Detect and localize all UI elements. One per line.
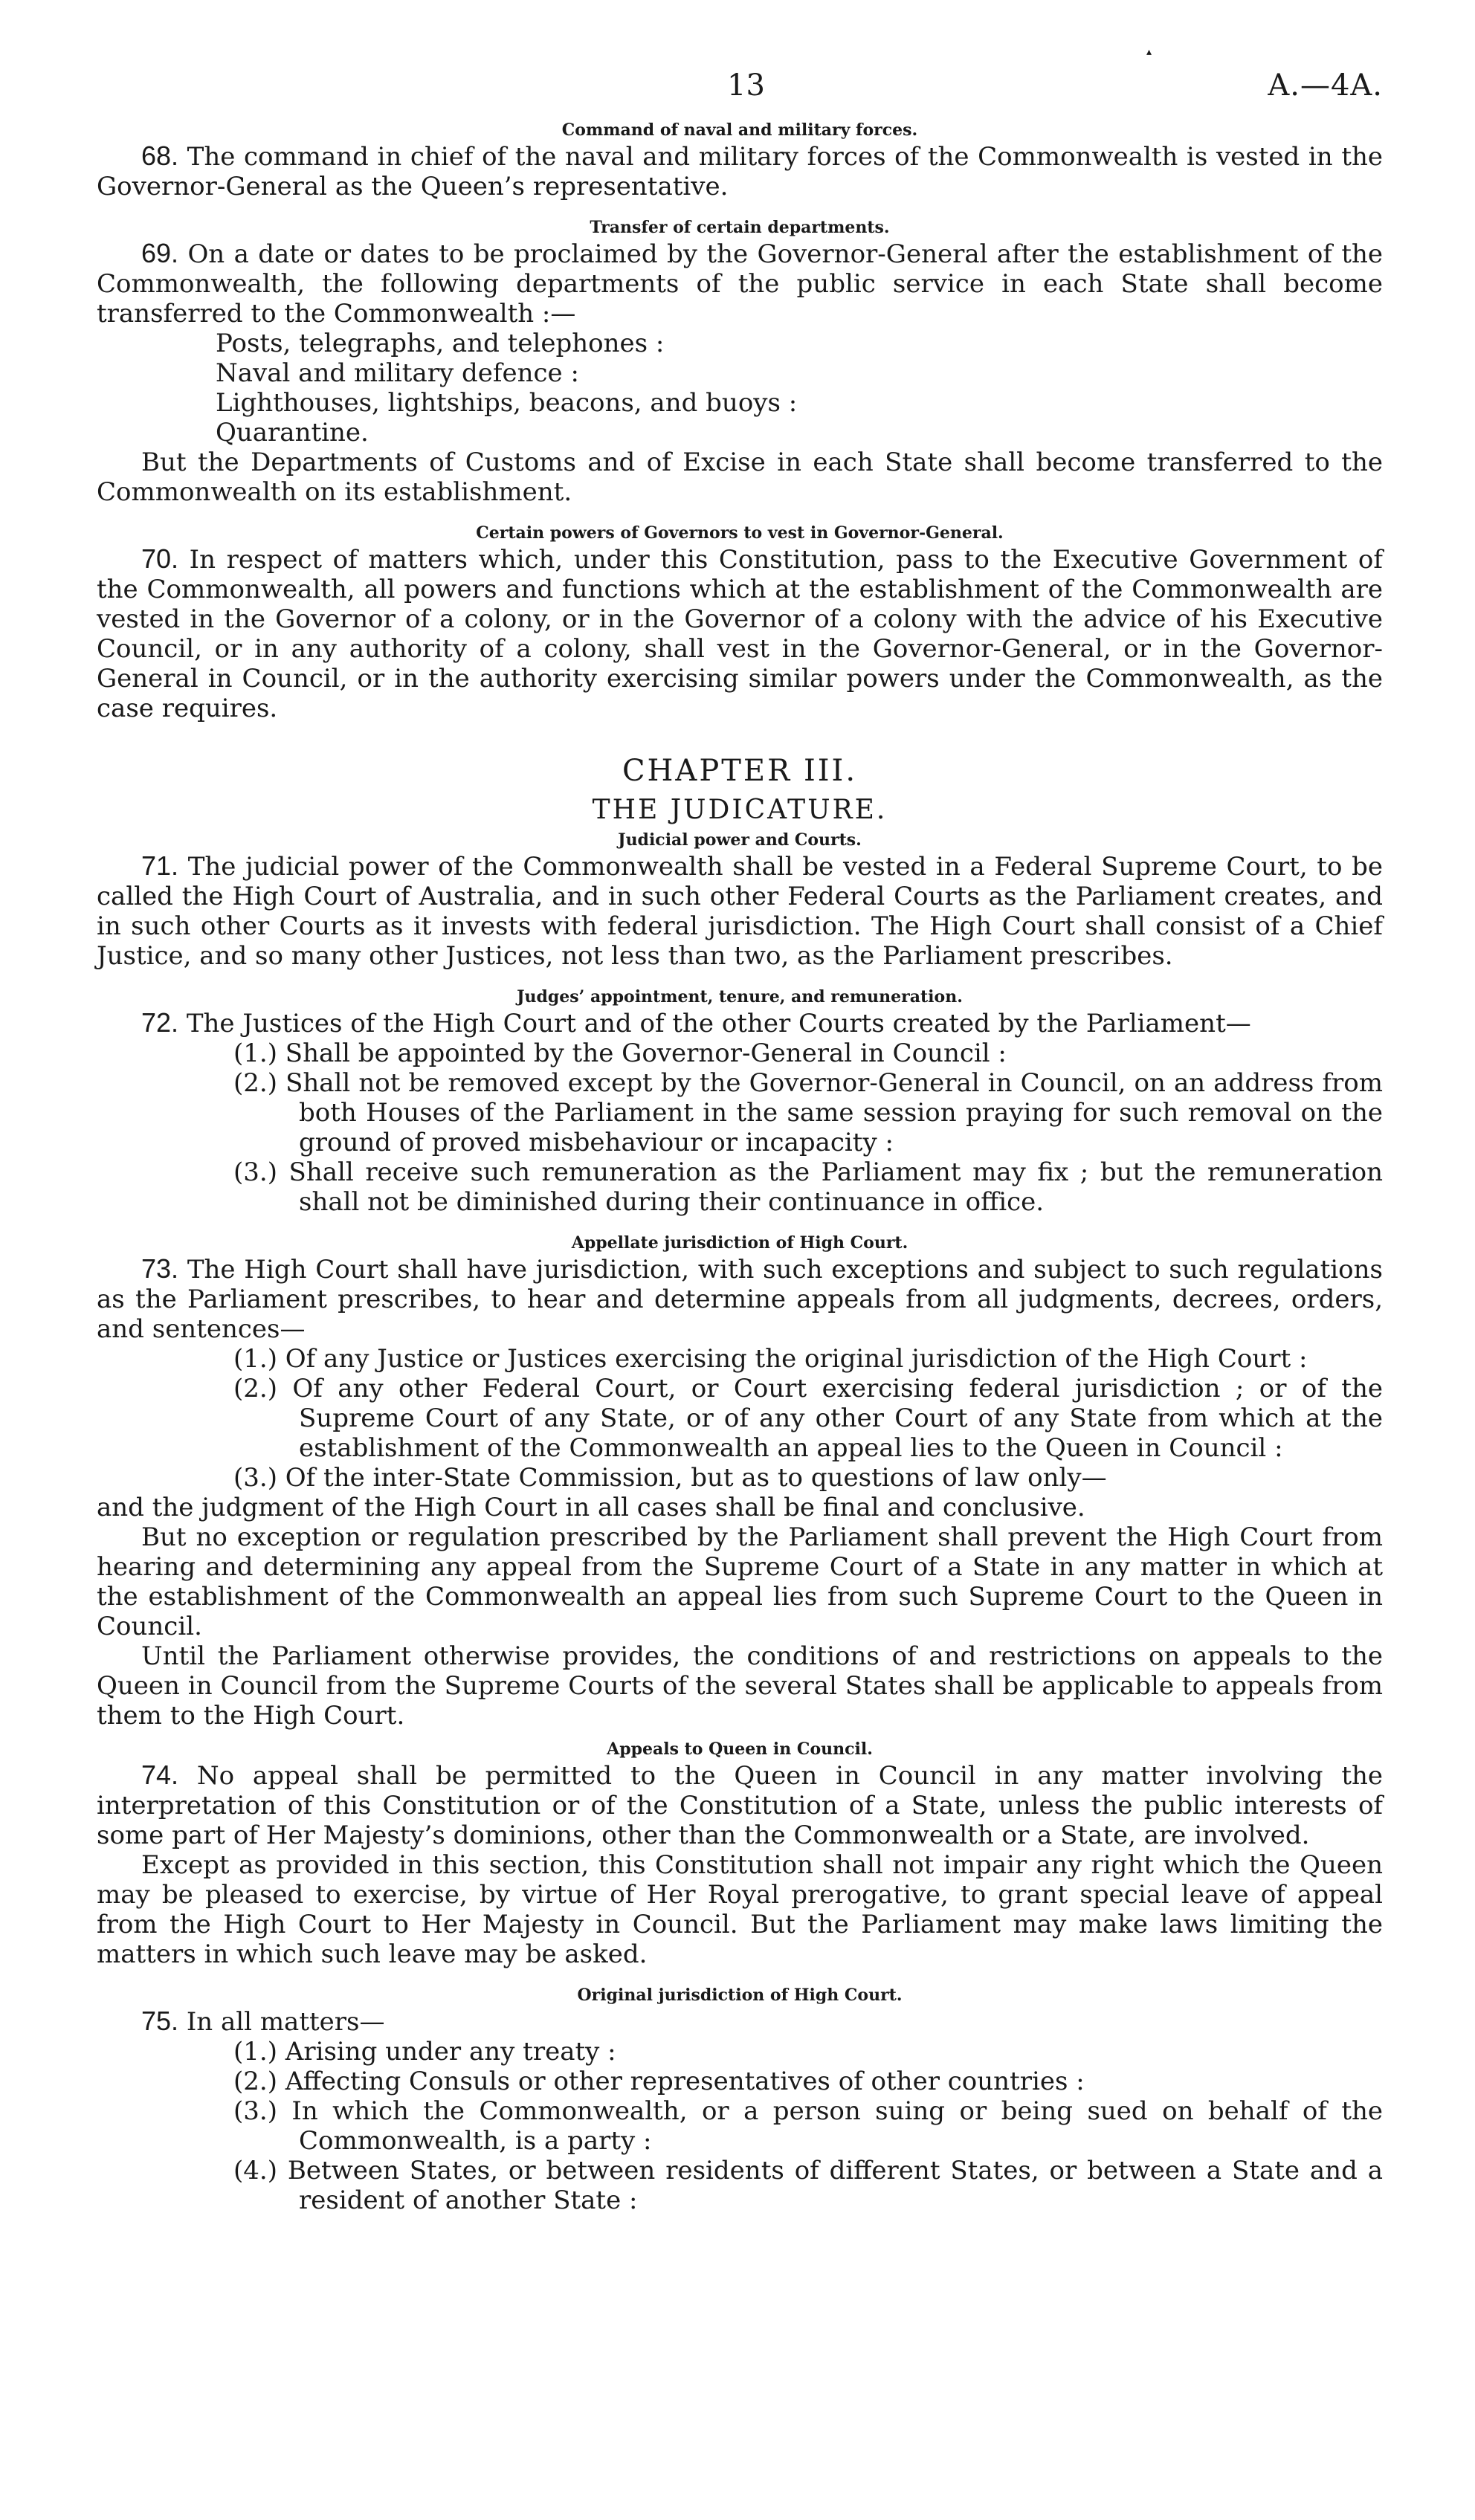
section-body: The High Court shall have jurisdiction, with such exceptions and subject to such regulations as the Parliament prescribes, to hear and determine appeals from all judgments, decrees, orders, and sentences— xyxy=(97,1255,1384,1344)
subsection-item: (2.) Of any other Federal Court, or Court exercising federal jurisdiction ; or of the Supreme Court of any State, or of any other Court of any State from which at the establishment of the Commonwealth an appeal lies to the Queen in Council : xyxy=(233,1374,1383,1463)
subsection-item: (3.) Of the inter-State Commission, but as to questions of law only— xyxy=(233,1463,1107,1493)
chapter-title: CHAPTER III. xyxy=(622,754,858,788)
section-body: On a date or dates to be proclaimed by the Governor-General after the establishment of the Commonwealth, the following departments of the public service in each State shall become transferred to the Commonwealth :— xyxy=(97,239,1384,329)
section-73-para3: Until the Parliament otherwise provides, the conditions of and restrictions on appeals to the Queen in Council from the Supreme Courts of the several States shall be applicable to appeals from them to the High Court. xyxy=(97,1641,1383,1731)
section-69-heading: Transfer of certain departments. xyxy=(590,218,890,237)
section-75-heading: Original jurisdiction of High Court. xyxy=(577,1986,903,2005)
section-72-text xyxy=(97,1008,1383,1038)
list-item: Posts, telegraphs, and telephones : xyxy=(216,329,665,358)
subsection-item: (2.) Shall not be removed except by the Governor-General in Council, on an address from both Houses of the Parliament in the same session praying for such removal on the ground of proved misbehaviour or incapacity : xyxy=(233,1068,1383,1157)
section-71-text xyxy=(97,851,1383,971)
section-number: 74. xyxy=(141,1760,179,1790)
scan-mark: ▴ xyxy=(1146,46,1152,58)
section-body: In respect of matters which, under this Constitution, pass to the Executive Government of the Commonwealth, all powers and functions which at the establishment of the Commonwealth are vested in the Governor of a colony, or in the Governor of a colony with the advice of his Executive Council, or in any authority of a colony, shall vest in the Governor-General, or in the Governor-General in Council, or in the authority exercising similar powers under the Commonwealth, as the case requires. xyxy=(97,545,1383,723)
section-68-heading: Command of naval and military forces. xyxy=(561,120,918,140)
section-number: 72. xyxy=(141,1007,179,1038)
section-71-heading: Judicial power and Courts. xyxy=(618,830,862,850)
section-number: 68. xyxy=(141,140,179,171)
section-body: In all matters— xyxy=(186,2007,385,2037)
list-item: Quarantine. xyxy=(216,418,369,448)
subsection-item: (2.) Affecting Consuls or other representatives of other countries : xyxy=(233,2067,1085,2096)
section-73-heading: Appellate jurisdiction of High Court. xyxy=(571,1233,908,1253)
page-number: 13 xyxy=(727,68,765,103)
section-body: The command in chief of the naval and military forces of the Commonwealth is vested in the Governor-General as the Queen’s representative. xyxy=(97,142,1383,201)
subsection-item: (1.) Shall be appointed by the Governor-General in Council : xyxy=(233,1038,1007,1068)
section-72-heading: Judges’ appointment, tenure, and remuneration. xyxy=(517,987,963,1007)
subsection-item: (1.) Of any Justice or Justices exercising the original jurisdiction of the High Court : xyxy=(233,1344,1308,1374)
section-number: 71. xyxy=(141,850,179,881)
section-70-heading: Certain powers of Governors to vest in Governor-General. xyxy=(476,523,1004,543)
section-number: 70. xyxy=(141,543,179,574)
section-74-para2: Except as provided in this section, this Constitution shall not impair any right which the Queen may be pleased to exercise, by virtue of Her Royal prerogative, to grant special leave of appeal from the High Court to Her Majesty in Council. But the Parliament may make laws limiting the matters in which such leave may be asked. xyxy=(97,1850,1383,1969)
section-69-closing: But the Departments of Customs and of Excise in each State shall become transferred to the Commonwealth on its establishment. xyxy=(97,448,1383,507)
section-body: No appeal shall be permitted to the Queen in Council in any matter involving the interpretation of this Constitution or of the Constitution of a State, unless the public interests of some part of Her Majesty’s dominions, other than the Commonwealth or a State, are involved. xyxy=(97,1761,1384,1850)
section-75-text xyxy=(97,2006,1383,2037)
section-number: 73. xyxy=(141,1253,179,1284)
section-74-text xyxy=(97,1760,1383,1850)
section-body: The Justices of the High Court and of the other Courts created by the Parliament— xyxy=(186,1009,1251,1038)
section-73-text xyxy=(97,1254,1383,1344)
section-number: 69. xyxy=(141,238,179,268)
document-reference: A.—4A. xyxy=(1268,68,1383,103)
subsection-item: (1.) Arising under any treaty : xyxy=(233,2037,616,2067)
subsection-item: (3.) In which the Commonwealth, or a person suing or being sued on behalf of the Commonwealth, is a party : xyxy=(233,2096,1383,2156)
subsection-item: (3.) Shall receive such remuneration as the Parliament may fix ; but the remuneration shall not be diminished during their continuance in office. xyxy=(233,1157,1383,1217)
list-item: Naval and military defence : xyxy=(216,358,579,388)
page-header xyxy=(97,0,1383,119)
subsection-item: (4.) Between States, or between residents of different States, or between a State and a resident of another State : xyxy=(233,2156,1383,2215)
chapter-subtitle: THE JUDICATURE. xyxy=(592,795,888,825)
section-74-heading: Appeals to Queen in Council. xyxy=(607,1739,873,1759)
section-number: 75. xyxy=(141,2006,179,2036)
section-69-text xyxy=(97,239,1383,329)
section-body: The judicial power of the Commonwealth shall be vested in a Federal Supreme Court, to be called the High Court of Australia, and in such other Federal Courts as the Parliament creates, and in such other Courts as it invests with federal jurisdiction. The High Court shall consist of a Chief Justice, and so many other Justices, not less than two, as the Parliament prescribes. xyxy=(97,852,1383,971)
department-list xyxy=(97,329,1383,448)
section-73-after: and the judgment of the High Court in all cases shall be final and conclusive. xyxy=(97,1493,1085,1522)
section-68-text xyxy=(97,141,1383,201)
section-73-para2: But no exception or regulation prescribed by the Parliament shall prevent the High Court from hearing and determining any appeal from the Supreme Court of a State in any matter in which at the establishment of the Commonwealth an appeal lies from such Supreme Court to the Queen in Council. xyxy=(97,1522,1383,1641)
document-page xyxy=(97,0,1383,2215)
list-item: Lighthouses, lightships, beacons, and buoys : xyxy=(216,388,798,418)
section-70-text xyxy=(97,544,1383,723)
